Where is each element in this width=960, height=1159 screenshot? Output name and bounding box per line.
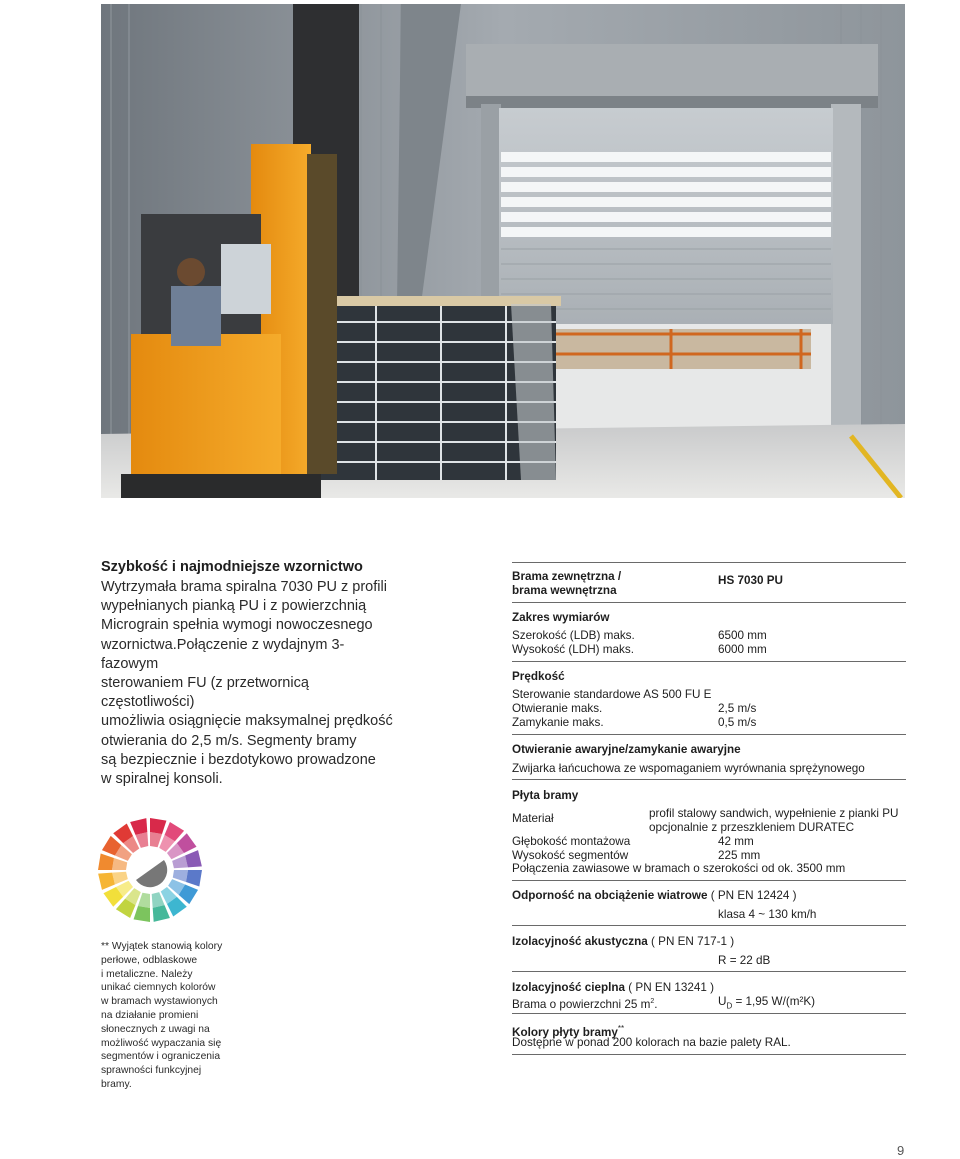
ciepl-value-sub: D <box>726 1001 733 1011</box>
divider <box>512 925 906 926</box>
wiatr-title: Odporność na obciążenie wiatrowe <box>512 889 708 902</box>
intro-section <box>101 558 401 789</box>
color-swatch <box>98 873 115 890</box>
wysokosc-label: Wysokość (LDH) maks. <box>512 643 634 656</box>
header-left-2: brama wewnętrzna <box>512 584 617 597</box>
intro-line: Wytrzymała brama spiralna 7030 PU z profili <box>101 579 387 595</box>
intro-body <box>101 578 401 789</box>
ciepl-value <box>718 995 815 1013</box>
intro-line: Micrograin spełnia wymogi nowoczesnego <box>101 617 373 634</box>
ciepl-value-rest: = 1,95 W/(m²K) <box>732 995 816 1008</box>
wiatr-heading <box>512 889 796 903</box>
ciepl-value-u: U <box>718 995 727 1008</box>
color-swatch <box>153 905 170 922</box>
divider <box>512 562 906 563</box>
material-value-1: profil stalowy sandwich, wypełnienie z pianki PU <box>649 807 899 820</box>
color-swatch <box>150 832 162 847</box>
intro-line: sterowaniem FU (z przetwornicą częstotliwości) <box>101 675 309 711</box>
color-swatch <box>185 850 202 867</box>
hero-photo <box>101 4 905 498</box>
intro-title: Szybkość i najmodniejsze wzornictwo <box>101 559 363 575</box>
szerokosc-value: 6500 mm <box>718 629 767 642</box>
ciepl-heading <box>512 981 714 995</box>
footnote-line: bramy. <box>101 1078 132 1090</box>
section-title-predkosc: Prędkość <box>512 670 565 683</box>
color-swatch <box>186 870 202 886</box>
footnote-line: w bramach wystawionych <box>101 996 218 1008</box>
intro-line: w spiralnej konsoli. <box>101 771 223 788</box>
footnote <box>101 940 231 1092</box>
divider <box>512 661 906 662</box>
footnote-line: perłowe, odblaskowe <box>101 954 198 966</box>
color-wheel-image <box>88 808 212 932</box>
footnote-line: segmentów i ograniczenia <box>101 1051 221 1063</box>
sterowanie-text: Sterowanie standardowe AS 500 FU E <box>512 688 712 701</box>
footnote-line: możliwość wypaczania się <box>101 1037 222 1049</box>
akust-heading <box>512 935 734 949</box>
akust-value: R = 22 dB <box>718 954 771 967</box>
divider <box>512 602 906 603</box>
material-value-2: opcjonalnie z przeszkleniem DURATEC <box>649 821 855 834</box>
ciepl-label-text: Brama o powierzchni 25 m <box>512 997 651 1011</box>
polaczenia-text: Połączenia zawiasowe w bramach o szerokości od ok. 3500 mm <box>512 862 846 875</box>
wys-segm-value: 225 mm <box>718 849 761 862</box>
divider <box>512 1013 906 1014</box>
header-model: HS 7030 PU <box>718 574 783 587</box>
akust-title: Izolacyjność akustyczna <box>512 935 648 948</box>
footnote-line: na działanie promieni <box>101 1009 199 1021</box>
glebokosc-label: Głębokość montażowa <box>512 835 631 848</box>
footnote-line: sprawności funkcyjnej <box>101 1065 202 1077</box>
color-fan-icon <box>88 808 212 932</box>
ciepl-label-end: . <box>654 997 658 1011</box>
szerokosc-label: Szerokość (LDB) maks. <box>512 629 635 642</box>
section-title-zakres: Zakres wymiarów <box>512 611 610 624</box>
color-swatch <box>98 854 114 870</box>
otwieranie-value: 2,5 m/s <box>718 702 757 715</box>
akust-norm: ( PN EN 717-1 ) <box>647 935 735 948</box>
material-label: Materiał <box>512 812 554 825</box>
section-title-plyta: Płyta bramy <box>512 789 579 802</box>
divider <box>512 734 906 735</box>
color-swatch <box>130 818 147 835</box>
footnote-line: słonecznych z uwagi na <box>101 1023 210 1035</box>
footnote-line: unikać ciemnych kolorów <box>101 982 216 994</box>
intro-line: otwierania do 2,5 m/s. Segmenty bramy <box>101 732 357 749</box>
color-swatch <box>112 858 127 870</box>
otwieranie-label: Otwieranie maks. <box>512 702 603 715</box>
divider <box>512 1054 906 1055</box>
divider <box>512 779 906 780</box>
header-left-1: Brama zewnętrzna / <box>512 570 622 583</box>
footnote-line: i metaliczne. Należy <box>101 968 193 980</box>
intro-line: wzornictwa.Połączenie z wydajnym 3-fazowym <box>101 636 345 672</box>
ciepl-title: Izolacyjność cieplna <box>512 981 626 994</box>
zamykanie-value: 0,5 m/s <box>718 716 757 729</box>
ciepl-norm: ( PN EN 13241 ) <box>625 981 715 994</box>
color-swatch <box>138 893 150 908</box>
glebokosc-value: 42 mm <box>718 835 754 848</box>
intro-line: umożliwia osiągnięcie maksymalnej prędkość <box>101 713 393 730</box>
zamykanie-label: Zamykanie maks. <box>512 716 604 729</box>
wysokosc-value: 6000 mm <box>718 643 767 656</box>
kolory-text: Dostępne w ponad 200 kolorach na bazie palety RAL. <box>512 1036 791 1049</box>
wiatr-norm: ( PN EN 12424 ) <box>707 889 797 902</box>
page-number: 9 <box>897 1143 905 1158</box>
kolory-mark: ** <box>617 1024 625 1033</box>
footnote-line: ** Wyjątek stanowią kolory <box>101 941 223 952</box>
divider <box>512 971 906 972</box>
ciepl-label <box>512 995 658 1012</box>
ciepl-label-sup: 2 <box>650 998 655 1005</box>
wiatr-value: klasa 4 ~ 130 km/h <box>718 908 817 921</box>
section-title-awaryjne: Otwieranie awaryjne/zamykanie awaryjne <box>512 743 741 756</box>
divider <box>512 880 906 881</box>
awaryjne-text: Zwijarka łańcuchowa ze wspomaganiem wyrównania sprężynowego <box>512 762 865 775</box>
color-swatch <box>150 818 166 834</box>
kolory-title: Kolory płyty bramy <box>512 1025 618 1039</box>
intro-line: są bezpiecznie i bezdotykowo prowadzone <box>101 751 376 768</box>
color-swatch <box>173 870 188 882</box>
warehouse-forklift-door-photo <box>101 4 905 498</box>
wys-segm-label: Wysokość segmentów <box>512 849 629 862</box>
color-swatch <box>134 906 150 922</box>
intro-line: wypełnianych pianką PU i z powierzchnią <box>101 598 367 615</box>
